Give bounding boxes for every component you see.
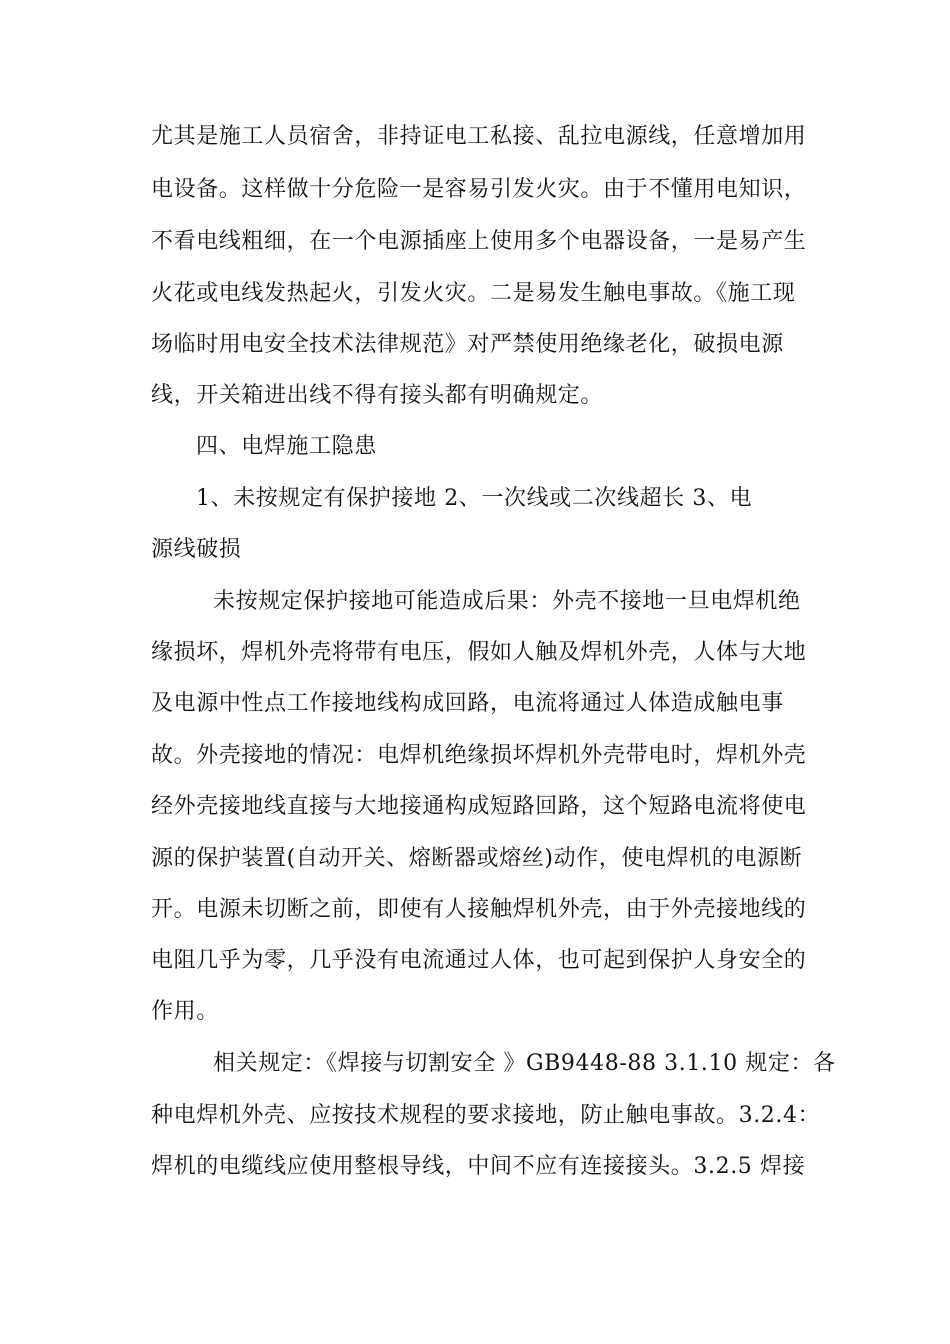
text-line: 电设备。这样做十分危险一是容易引发火灾。由于不懂用电知识， <box>151 177 807 202</box>
text-line: 作用。 <box>151 999 219 1024</box>
text-line: 1、未按规定有保护接地 2、一次线或二次线超长 3、电 <box>196 486 753 511</box>
text-line: 故。外壳接地的情况：电焊机绝缘损坏焊机外壳带电时，焊机外壳 <box>151 743 807 768</box>
text-line: 火花或电线发热起火，引发火灾。二是易发生触电事故。《施工现 <box>151 281 796 306</box>
section-heading: 四、电焊施工隐患 <box>196 434 377 459</box>
text-line: 焊机的电缆线应使用整根导线，中间不应有连接接头。3.2.5 焊接 <box>151 1154 806 1179</box>
text-line: 电阻几乎为零，几乎没有电流通过人体，也可起到保护人身安全的 <box>151 948 807 973</box>
text-line: 线，开关箱进出线不得有接头都有明确规定。 <box>151 383 604 408</box>
text-line: 未按规定保护接地可能造成后果：外壳不接地一旦电焊机绝 <box>213 589 801 614</box>
text-line: 尤其是施工人员宿舍，非持证电工私接、乱拉电源线，任意增加用 <box>151 124 807 149</box>
text-line: 源线破损 <box>151 537 242 562</box>
text-line: 种电焊机外壳、应按技术规程的要求接地，防止触电事故。3.2.4： <box>151 1103 821 1128</box>
text-line: 相关规定：《焊接与切割安全 》GB9448-88 3.1.10 规定：各 <box>213 1051 836 1076</box>
text-line: 经外壳接地线直接与大地接通构成短路回路，这个短路电流将使电 <box>151 794 807 819</box>
text-line: 及电源中性点工作接地线构成回路，电流将通过人体造成触电事 <box>151 691 784 716</box>
text-line: 开。电源未切断之前，即使有人接触焊机外壳，由于外壳接地线的 <box>151 897 807 922</box>
text-line: 不看电线粗细，在一个电源插座上使用多个电器设备，一是易产生 <box>151 229 807 254</box>
text-line: 源的保护装置(自动开关、熔断器或熔丝)动作，使电焊机的电源断 <box>151 846 803 871</box>
text-line: 缘损坏，焊机外壳将带有电压，假如人触及焊机外壳，人体与大地 <box>151 640 807 665</box>
text-line: 场临时用电安全技术法律规范》对严禁使用绝缘老化，破损电源 <box>151 332 784 357</box>
